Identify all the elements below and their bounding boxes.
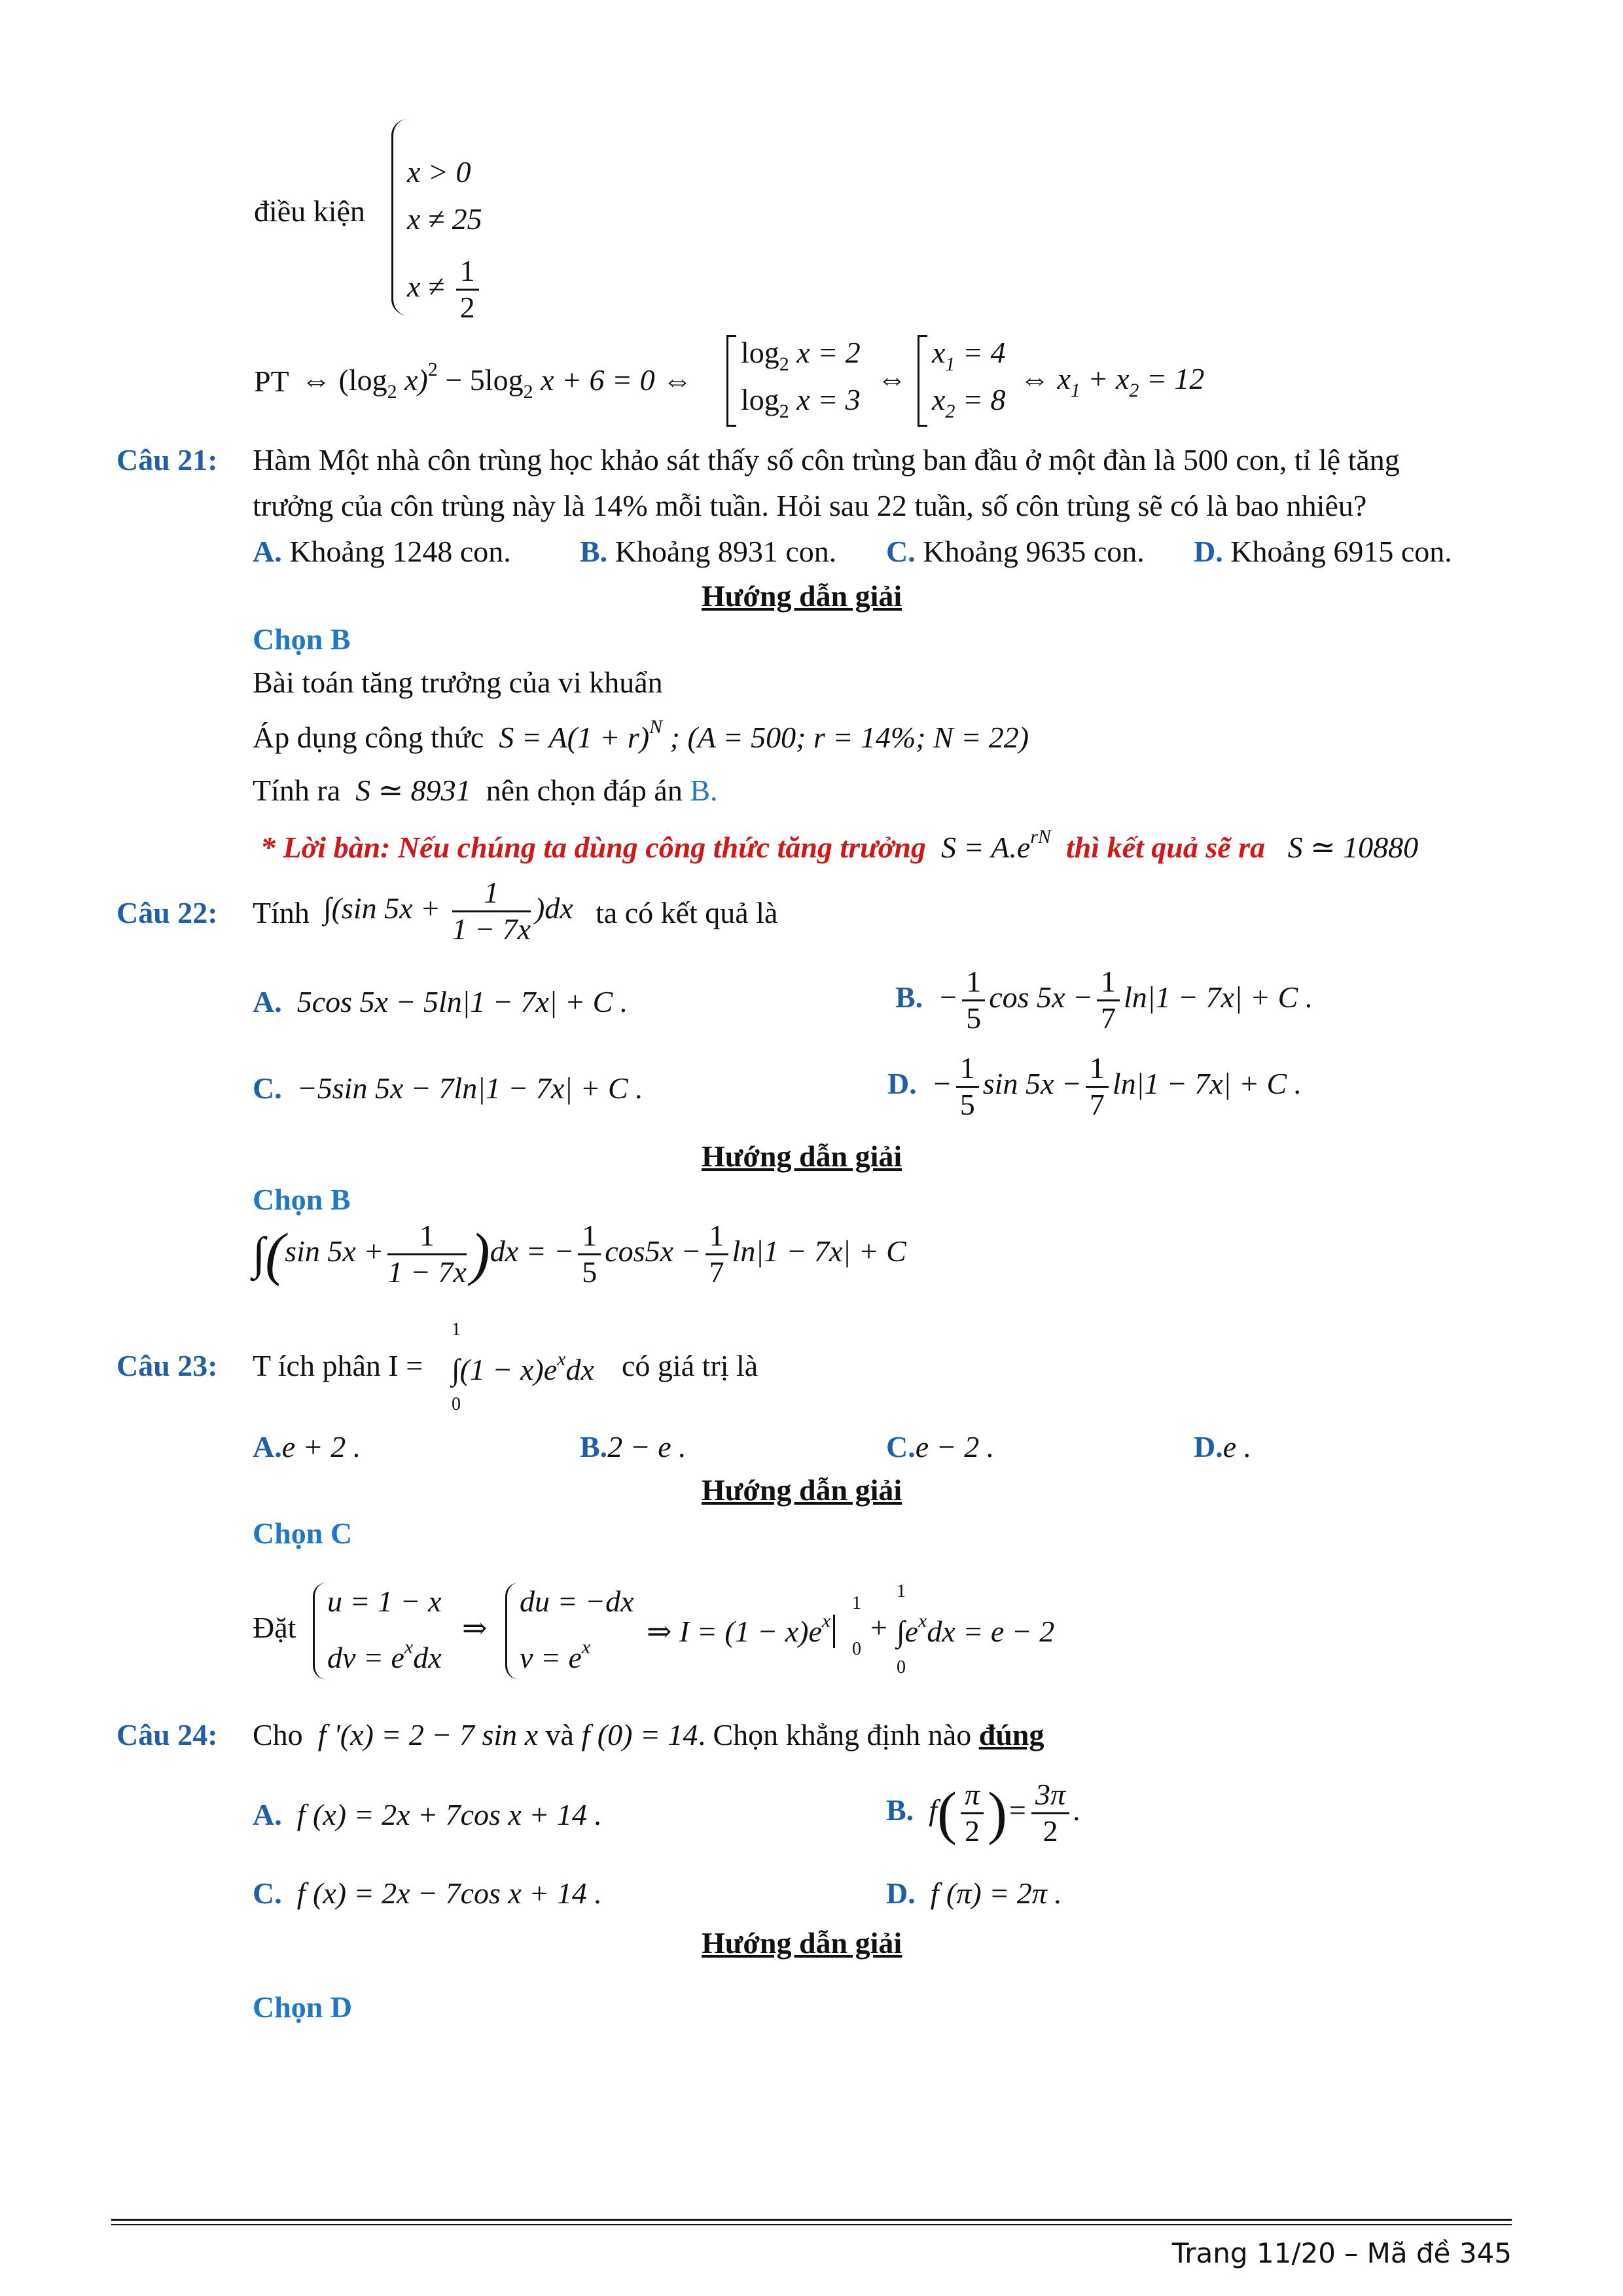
q23-int-lower: 0 xyxy=(897,1657,906,1677)
q23-option-b[interactable]: B.2 − e . xyxy=(580,1430,687,1463)
q22-option-d[interactable]: D. − $\frac{1}{5}$ sin 5x − $\frac{1}{7}$ ln|1 − 7x| + C . xyxy=(887,1051,1302,1121)
q23-sub-dv: dv = $e^xdx$ xyxy=(327,1636,442,1674)
q23-int-result: $\int e^xdx = e - 2$ xyxy=(897,1610,1055,1648)
q23-sub-u: u = 1 − x xyxy=(327,1585,442,1618)
q22-guide-heading: Hướng dẫn giải xyxy=(702,1139,902,1173)
pt-equation: ⇔ ($\log_2$ $x)^2 - 5\log_2$ x + 6 = 0 ⇔ xyxy=(301,359,693,403)
q23-lower: 0 xyxy=(452,1394,461,1414)
pt-root-1: $x_1 = 4$ xyxy=(932,336,1006,375)
q24-option-a[interactable]: A. f (x) = 2x + 7cos x + 14 . xyxy=(253,1798,602,1831)
q22-option-b[interactable]: B. − $\frac{1}{5}$ cos 5x − $\frac{1}{7}$ ln|1 − 7x| + C . xyxy=(895,965,1313,1035)
q23-brace-2 xyxy=(505,1583,519,1679)
q22-answer: Chọn B xyxy=(253,1183,351,1216)
pt-bracket-2 xyxy=(918,335,927,427)
q21-note: * Lời bàn: Nếu chúng ta dùng công thức tăng trưởng $S = A.e^{rN}$ thì kết quả sẽ ra S ≃ 10880 xyxy=(260,826,1419,864)
q23-option-c[interactable]: C.e − 2 . xyxy=(886,1430,995,1463)
q23-bound-upper: 1 xyxy=(852,1593,861,1613)
q22-label: Câu 22: xyxy=(116,896,218,929)
page-footer: Trang 11/20 – Mã đề 345 xyxy=(1171,2237,1512,2269)
q22-option-a[interactable]: A. 5cos 5x − 5ln|1 − 7x| + C . xyxy=(253,985,628,1018)
q21-sol-2: Áp dụng công thức $S = A(1 + r)^N$ ; (A = 500; r = 14%; N = 22) xyxy=(253,716,1029,754)
q21-option-d[interactable]: D. Khoảng 6915 con. xyxy=(1194,535,1452,568)
q23-sub-du: du = −dx xyxy=(520,1585,634,1618)
q23-bound-lower: 0 xyxy=(852,1639,861,1659)
pt-sum: ⇔ $x_1 + x_2 = 12$ xyxy=(1020,362,1205,401)
condition-2: x ≠ 25 xyxy=(407,202,482,236)
q23-tail: có giá trị là xyxy=(622,1349,758,1382)
q23-upper: 1 xyxy=(452,1319,461,1340)
footer-rule-thin xyxy=(111,2224,1512,2225)
q21-option-c[interactable]: C. Khoảng 9635 con. xyxy=(886,535,1145,568)
q23-int-upper: 1 xyxy=(897,1581,906,1602)
q22-option-c[interactable]: C. −5sin 5x − 7ln|1 − 7x| + C . xyxy=(253,1071,643,1105)
q21-answer: Chọn B xyxy=(253,622,351,656)
q23-plus: + xyxy=(870,1611,887,1644)
q24-option-c[interactable]: C. f (x) = 2x − 7cos x + 14 . xyxy=(253,1876,602,1910)
condition-1: x > 0 xyxy=(407,155,471,188)
q21-guide-heading: Hướng dẫn giải xyxy=(702,579,902,613)
q23-sub-v: $v = e^x$ xyxy=(520,1636,591,1674)
q21-sol-1: Bài toán tăng trưởng của vi khuẩn xyxy=(253,666,663,699)
q22-tail: ta có kết quả là xyxy=(596,896,778,929)
q24-statement: Cho f '(x) = 2 − 7 sin x và f (0) = 14. Chọn khẳng định nào đúng xyxy=(253,1718,1044,1751)
q23-option-a[interactable]: A.e + 2 . xyxy=(253,1430,361,1463)
q24-label: Câu 24: xyxy=(116,1718,218,1751)
q23-integral: $\int(1 - x)e^xdx$ xyxy=(452,1348,594,1386)
condition-brace xyxy=(391,119,408,315)
q21-line-2: trưởng của côn trùng này là 14% mỗi tuần. Hỏi sau 22 tuần, số côn trùng sẽ có là bao nhiêu? xyxy=(253,489,1367,522)
q22-solution: ∫(sin 5x + $\frac{1}{1 - 7x}$ )dx = − $\frac{1}{5}$ cos5x − $\frac{1}{7}$ ln|1 − 7x| + C xyxy=(253,1219,906,1289)
pt-bracket-1 xyxy=(726,335,736,427)
q23-lead: T ích phân I = xyxy=(253,1349,423,1382)
pt-label: PT xyxy=(254,365,289,398)
pt-sys-2: $\log_2 x = 3$ xyxy=(741,383,861,422)
q21-option-b[interactable]: B. Khoảng 8931 con. xyxy=(580,535,837,568)
q23-label: Câu 23: xyxy=(116,1349,218,1382)
q21-option-a[interactable]: A. Khoảng 1248 con. xyxy=(253,535,511,568)
q23-dat: Đặt xyxy=(253,1611,296,1644)
q23-brace-1 xyxy=(313,1583,327,1679)
footer-rule-thick xyxy=(111,2219,1512,2221)
q21-label: Câu 21: xyxy=(116,443,218,476)
q23-option-d[interactable]: D.e . xyxy=(1194,1430,1252,1463)
q22-lead: Tính xyxy=(253,896,310,929)
q21-sol-3: Tính ra S ≃ 8931 nên chọn đáp án B. xyxy=(253,774,718,807)
pt-equiv: ⇔ xyxy=(877,362,907,395)
q22-integral: ∫(sin 5x + $\frac{1}{1 - 7x}$ )dx xyxy=(323,876,573,946)
q21-line-1: Hàm Một nhà côn trùng học khảo sát thấy số côn trùng ban đầu ở một đàn là 500 con, tỉ lệ tăng xyxy=(253,443,1400,476)
q23-answer: Chọn C xyxy=(253,1516,353,1550)
q24-answer: Chọn D xyxy=(253,1990,353,2024)
q24-option-d[interactable]: D. f (π) = 2π . xyxy=(886,1876,1062,1910)
pt-sys-1: $\log_2 x = 2$ xyxy=(741,336,861,375)
q23-result: ⇒ $I = (1 - x)e^x$ xyxy=(647,1610,863,1649)
condition-3: x ≠ $\frac{1}{2}$ xyxy=(407,254,483,325)
q23-guide-heading: Hướng dẫn giải xyxy=(702,1473,902,1507)
q23-arrow-1: ⇒ xyxy=(462,1611,488,1645)
q24-option-b[interactable]: B. f( $\frac{\pi}{2}$ )= $\frac{3\pi}{2}$ . xyxy=(886,1778,1081,1848)
q24-guide-heading: Hướng dẫn giải xyxy=(702,1926,902,1960)
pt-root-2: $x_2 = 8$ xyxy=(932,383,1006,422)
condition-label: điều kiện xyxy=(254,194,365,228)
